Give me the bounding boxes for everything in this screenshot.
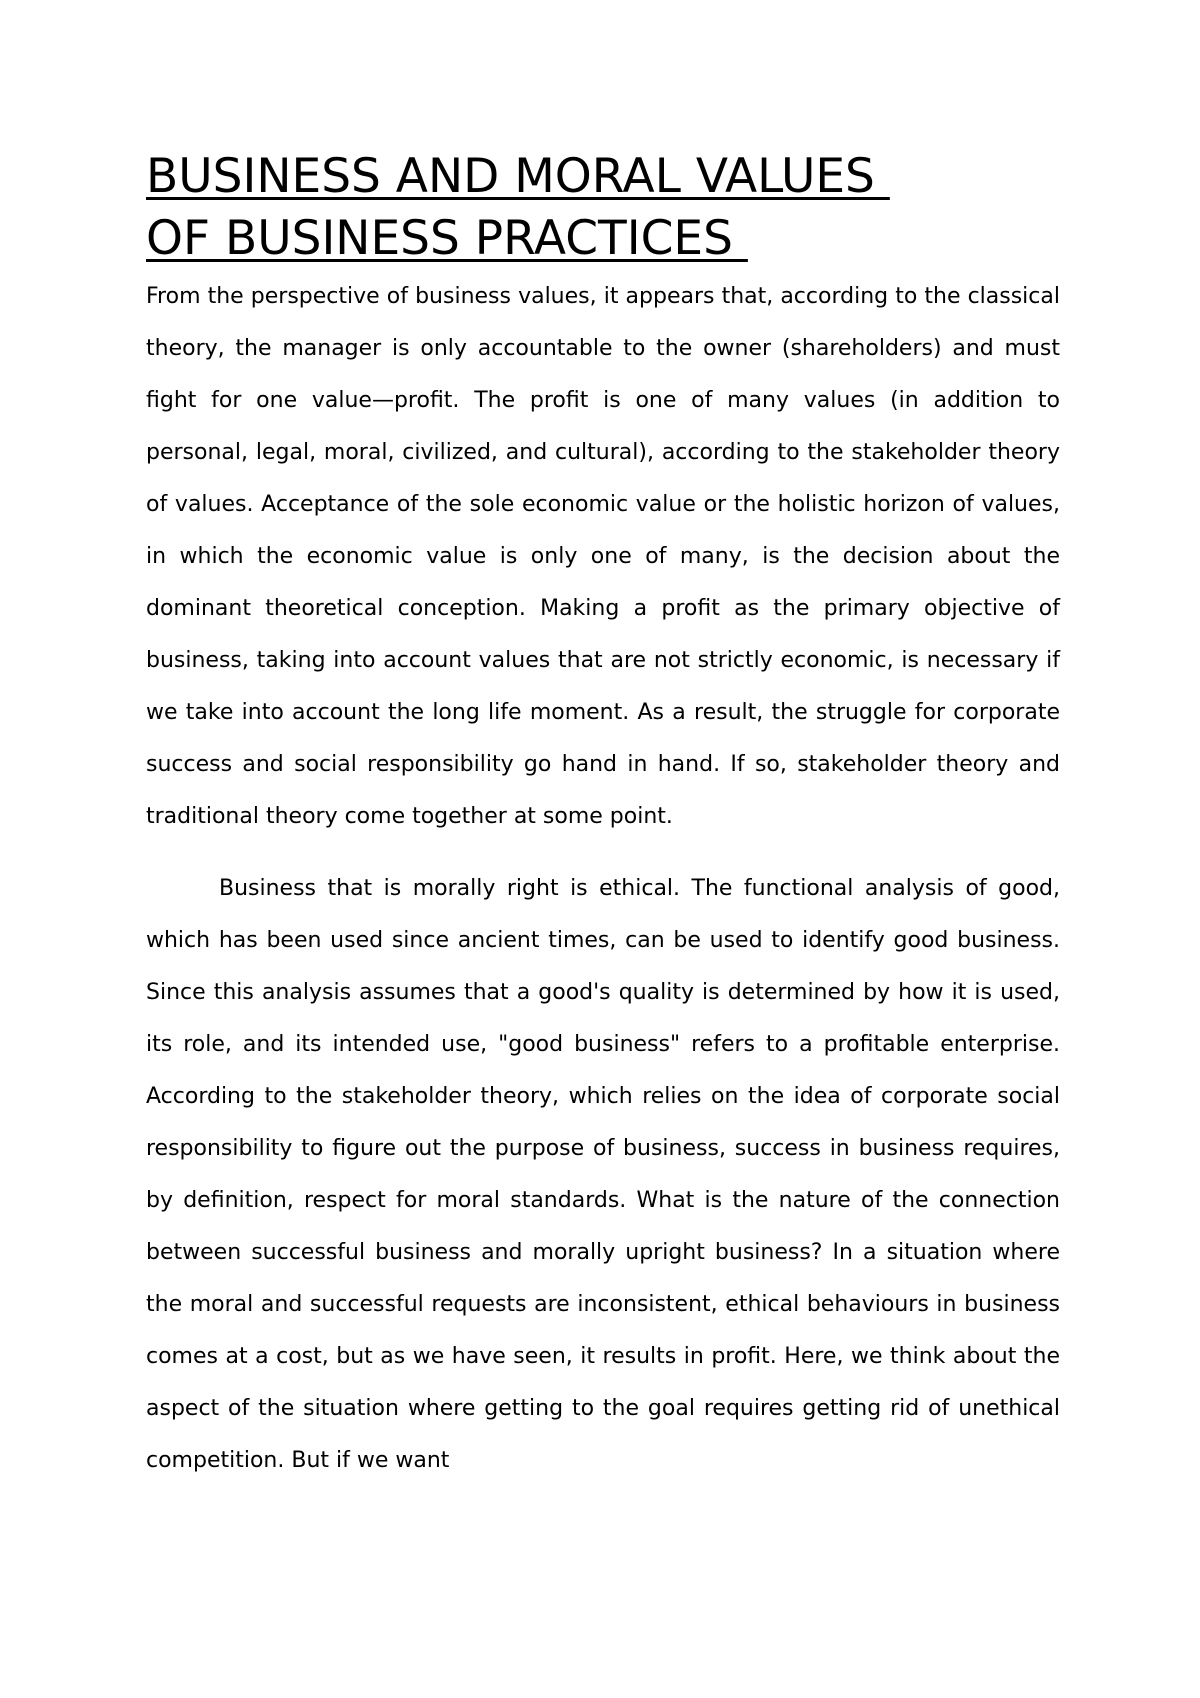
paragraph-1: From the perspective of business values, it appears that, according to the classical theory, the manager is only accountable to the owner (shareholders) and must fight for one value—profit. The profit is one of many values (in addition to personal, legal, moral, civilized, and cultural), according to the stakeholder theory of values. Acceptance of the sole economic value or the holistic horizon of values, in which the economic value is only one of many, is the decision about the dominant theoretical conception. Making a profit as the primary objective of business, taking into account values that are not strictly economic, is necessary if we take into account the long life moment. As a result, the struggle for corporate success and social responsibility go hand in hand. If so, stakeholder theory and traditional theory come together at some point. [146,284,1060,829]
document-title [146,146,1066,270]
title-line-1: BUSINESS AND MORAL VALUES [146,149,890,204]
document-body [146,271,1060,1487]
title-line-2: OF BUSINESS PRACTICES [146,211,748,266]
paragraph-2: Business that is morally right is ethical. The functional analysis of good, which has been used since ancient times, can be used to identify good business. Since this analysis assumes that a good's quality is determined by how it is used, its role, and its intended use, "good business" refers to a profitable enterprise. According to the stakeholder theory, which relies on the idea of corporate social responsibility to figure out the purpose of business, success in business requires, by definition, respect for moral standards. What is the nature of the connection between successful business and morally upright business? In a situation where the moral and successful requests are inconsistent, ethical behaviours in business comes at a cost, but as we have seen, it results in profit. Here, we think about the aspect of the situation where getting to the goal requires getting rid of unethical competition. But if we want [146,876,1060,1473]
